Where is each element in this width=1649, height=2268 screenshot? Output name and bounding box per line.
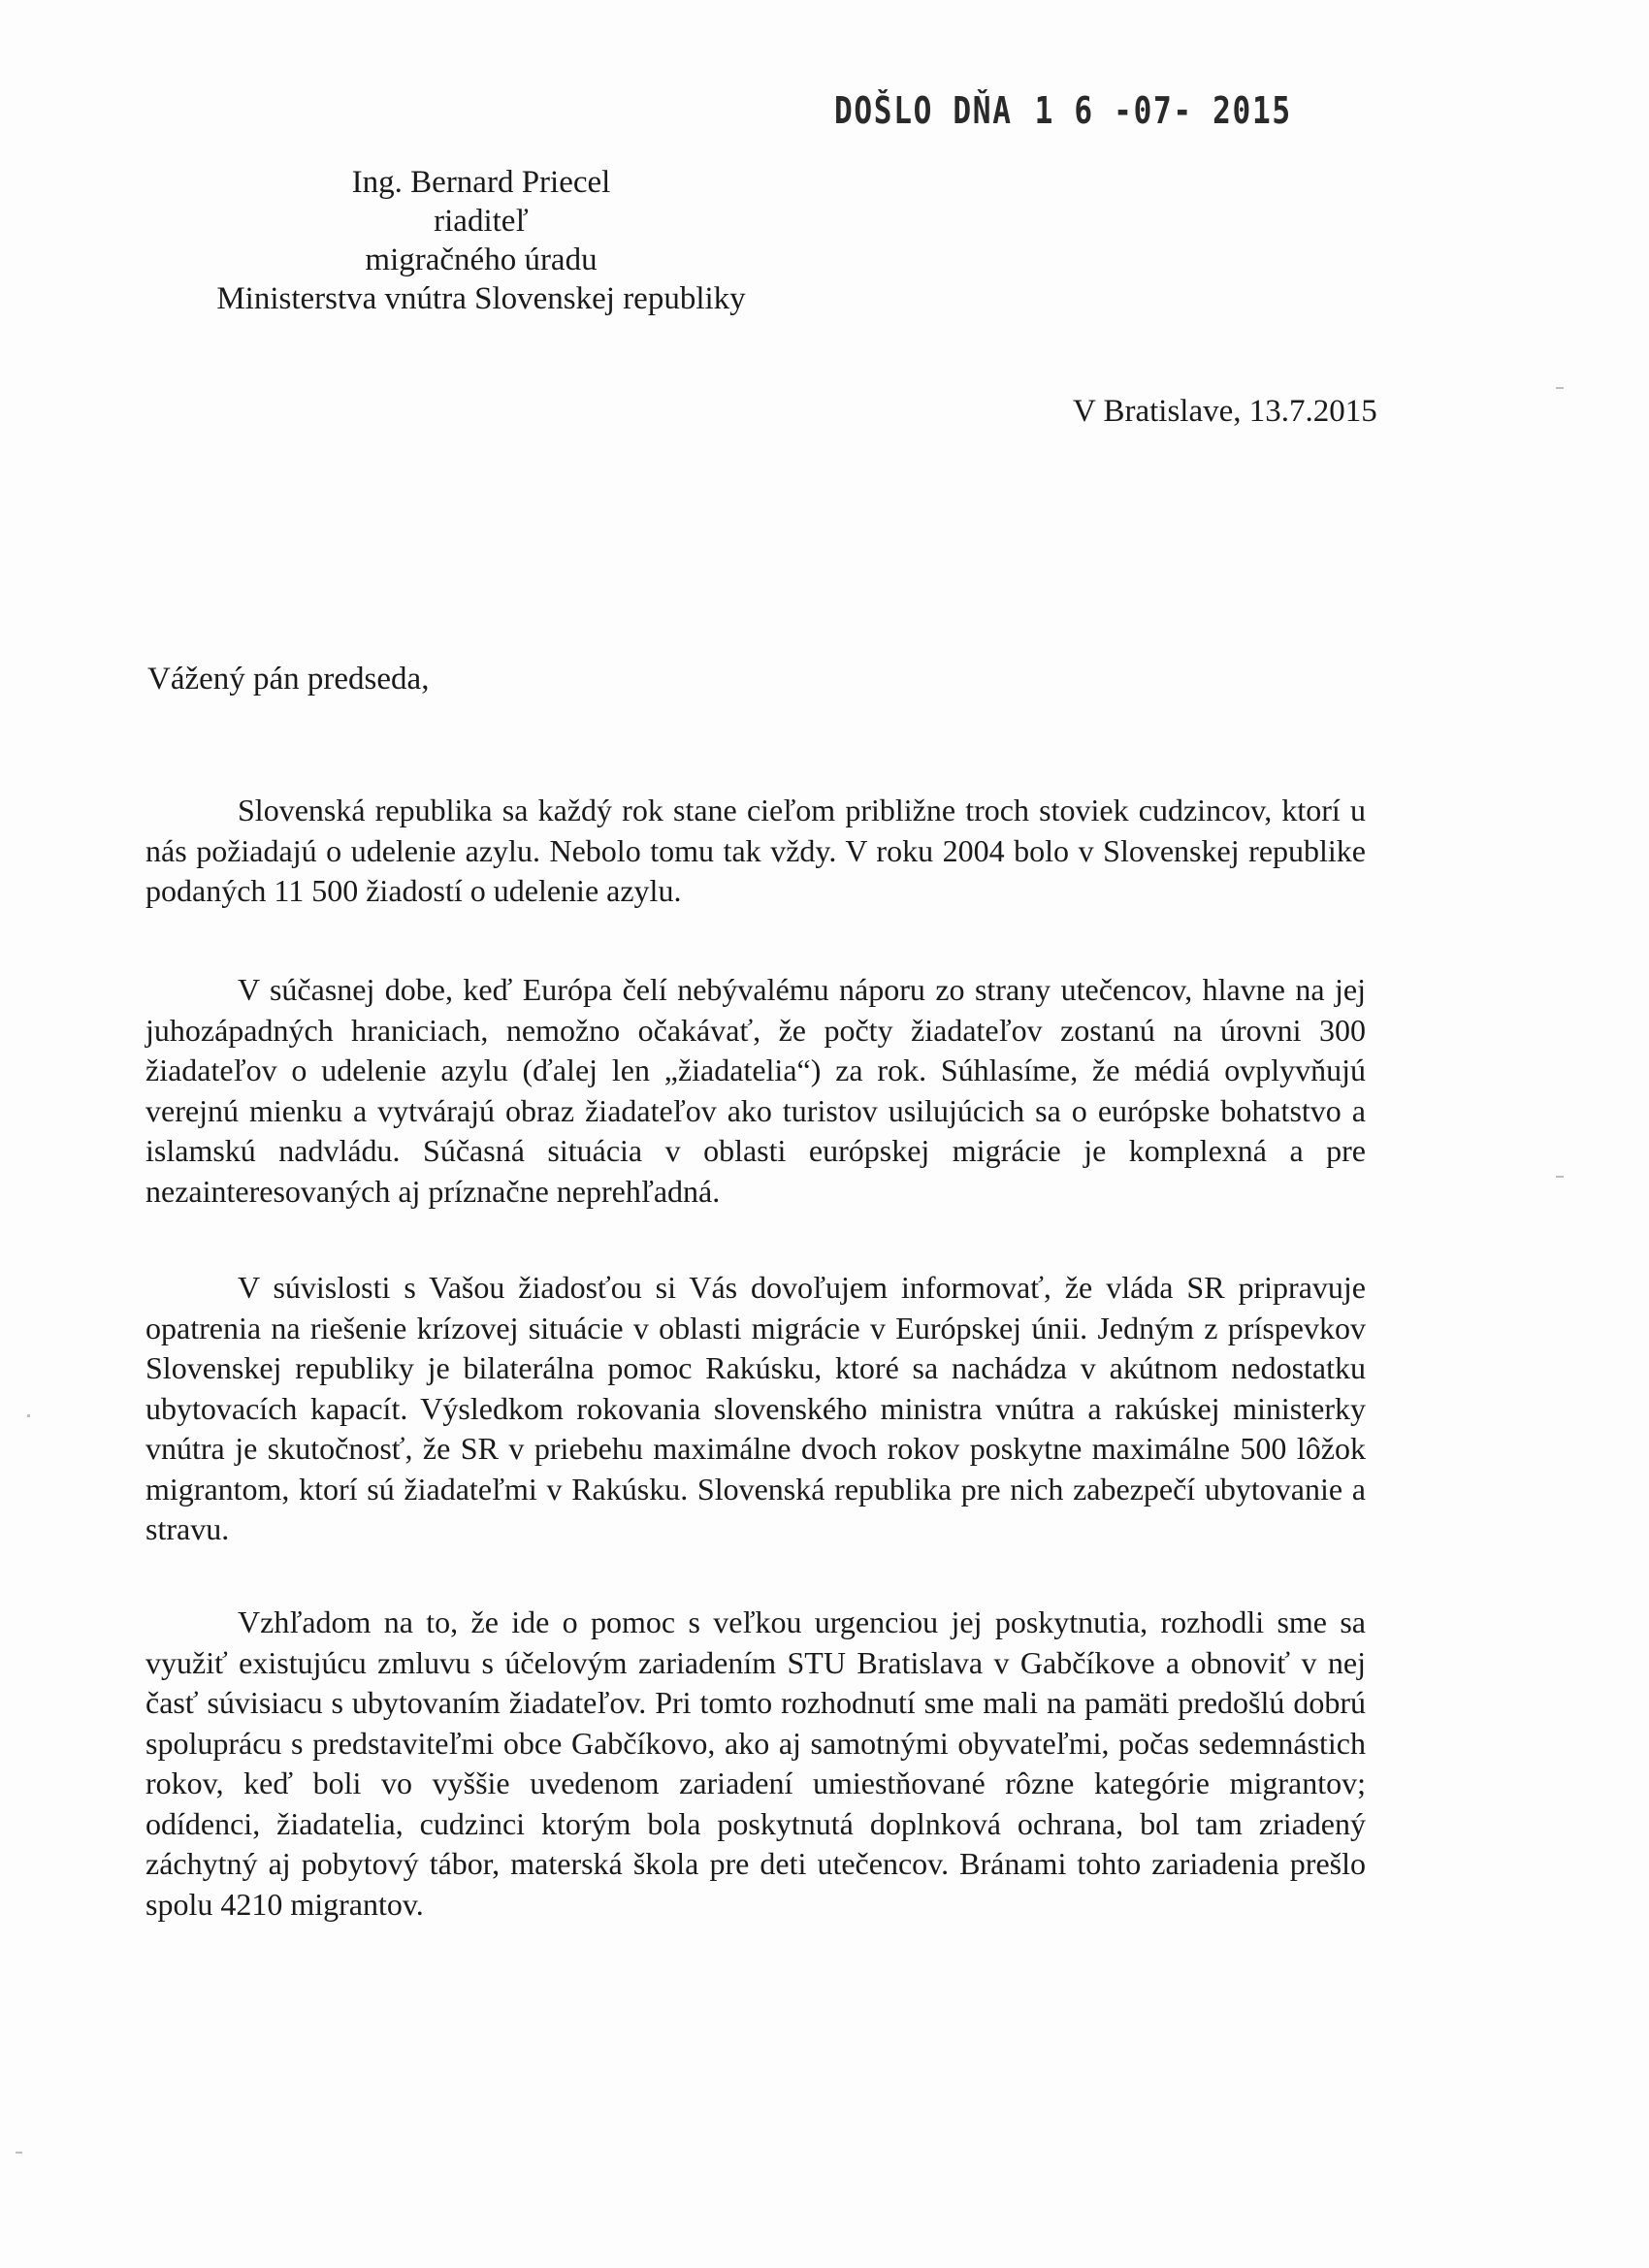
recipient-title: riaditeľ bbox=[434, 204, 529, 239]
scan-speck bbox=[16, 2152, 22, 2154]
scan-speck bbox=[27, 1414, 30, 1417]
paragraph-2: V súčasnej dobe, keď Európa čelí nebývalému náporu zo strany utečencov, hlavne na jej juhozápadných hraniciach, nemožno očakávať, že počty žiadateľov zostanú na úrovni 300 žiadateľov o udelenie azylu (ďalej len „žiadatelia“) za rok. Súhlasíme, že médiá ovplyvňujú verejnú mienku a vytvárajú obraz žiadateľov ako turistov usilujúcich sa o európske bohatstvo a islamskú nadvládu. Súčasná situácia v oblasti európskej migrácie je komplexná a pre nezainteresovaných aj príznačne neprehľadná. bbox=[146, 972, 1366, 1209]
paragraph-1: Slovenská republika sa každý rok stane cieľom približne troch stoviek cudzincov, ktorí u nás požiadajú o udelenie azylu. Nebolo tomu tak vždy. V roku 2004 bolo v Slovenskej republike podaných 11 500 žiadostí o udelenie azylu. bbox=[146, 793, 1366, 908]
stamp-label: DOŠLO DŇA bbox=[834, 89, 1013, 132]
scan-speck bbox=[1556, 1176, 1564, 1178]
place-date: V Bratislave, 13.7.2015 bbox=[1073, 394, 1377, 429]
salutation: Vážený pán predseda, bbox=[147, 662, 430, 697]
paragraph-3: V súvislosti s Vašou žiadosťou si Vás dovoľujem informovať, že vláda SR pripravuje opatrenia na riešenie krízovej situácie v oblasti migrácie v Európskej únii. Jedným z príspevkov Slovenskej republiky je bilaterálna pomoc Rakúsku, ktoré sa nachádza v akútnom nedostatku ubytovacích kapacít. Výsledkom rokovania slovenského ministra vnútra a rakúskej ministerky vnútra je skutočnosť, že SR v priebehu maximálne dvoch rokov poskytne maximálne 500 lôžok migrantom, ktorí sú žiadateľmi v Rakúsku. Slovenská republika pre nich zabezpečí ubytovanie a stravu. bbox=[146, 1270, 1366, 1546]
recipient-office: migračného úradu bbox=[365, 243, 598, 277]
received-stamp bbox=[834, 89, 1292, 132]
paragraph-4: Vzhľadom na to, že ide o pomoc s veľkou urgenciou jej poskytnutia, rozhodli sme sa využiť existujúcu zmluvu s účelovým zariadením STU Bratislava v Gabčíkove a obnoviť v nej časť súvisiacu s ubytovaním žiadateľov. Pri tomto rozhodnutí sme mali na pamäti predošlú dobrú spoluprácu s predstaviteľmi obce Gabčíkovo, ako aj samotnými obyvateľmi, počas sedemnástich rokov, keď boli vo vyššie uvedenom zariadení umiestňované rôzne kategórie migrantov; odídenci, žiadatelia, cudzinci ktorým bola poskytnutá doplnková ochrana, bol tam zriadený záchytný aj pobytový tábor, materská škola pre deti utečencov. Bránami tohto zariadenia prešlo spolu 4210 migrantov. bbox=[146, 1604, 1366, 1922]
recipient-block bbox=[171, 163, 792, 318]
scan-speck bbox=[1556, 387, 1564, 389]
recipient-name: Ing. Bernard Priecel bbox=[351, 165, 611, 200]
stamp-date: 1 6 -07- 2015 bbox=[1034, 89, 1292, 132]
recipient-ministry: Ministerstva vnútra Slovenskej republiky bbox=[216, 281, 746, 316]
